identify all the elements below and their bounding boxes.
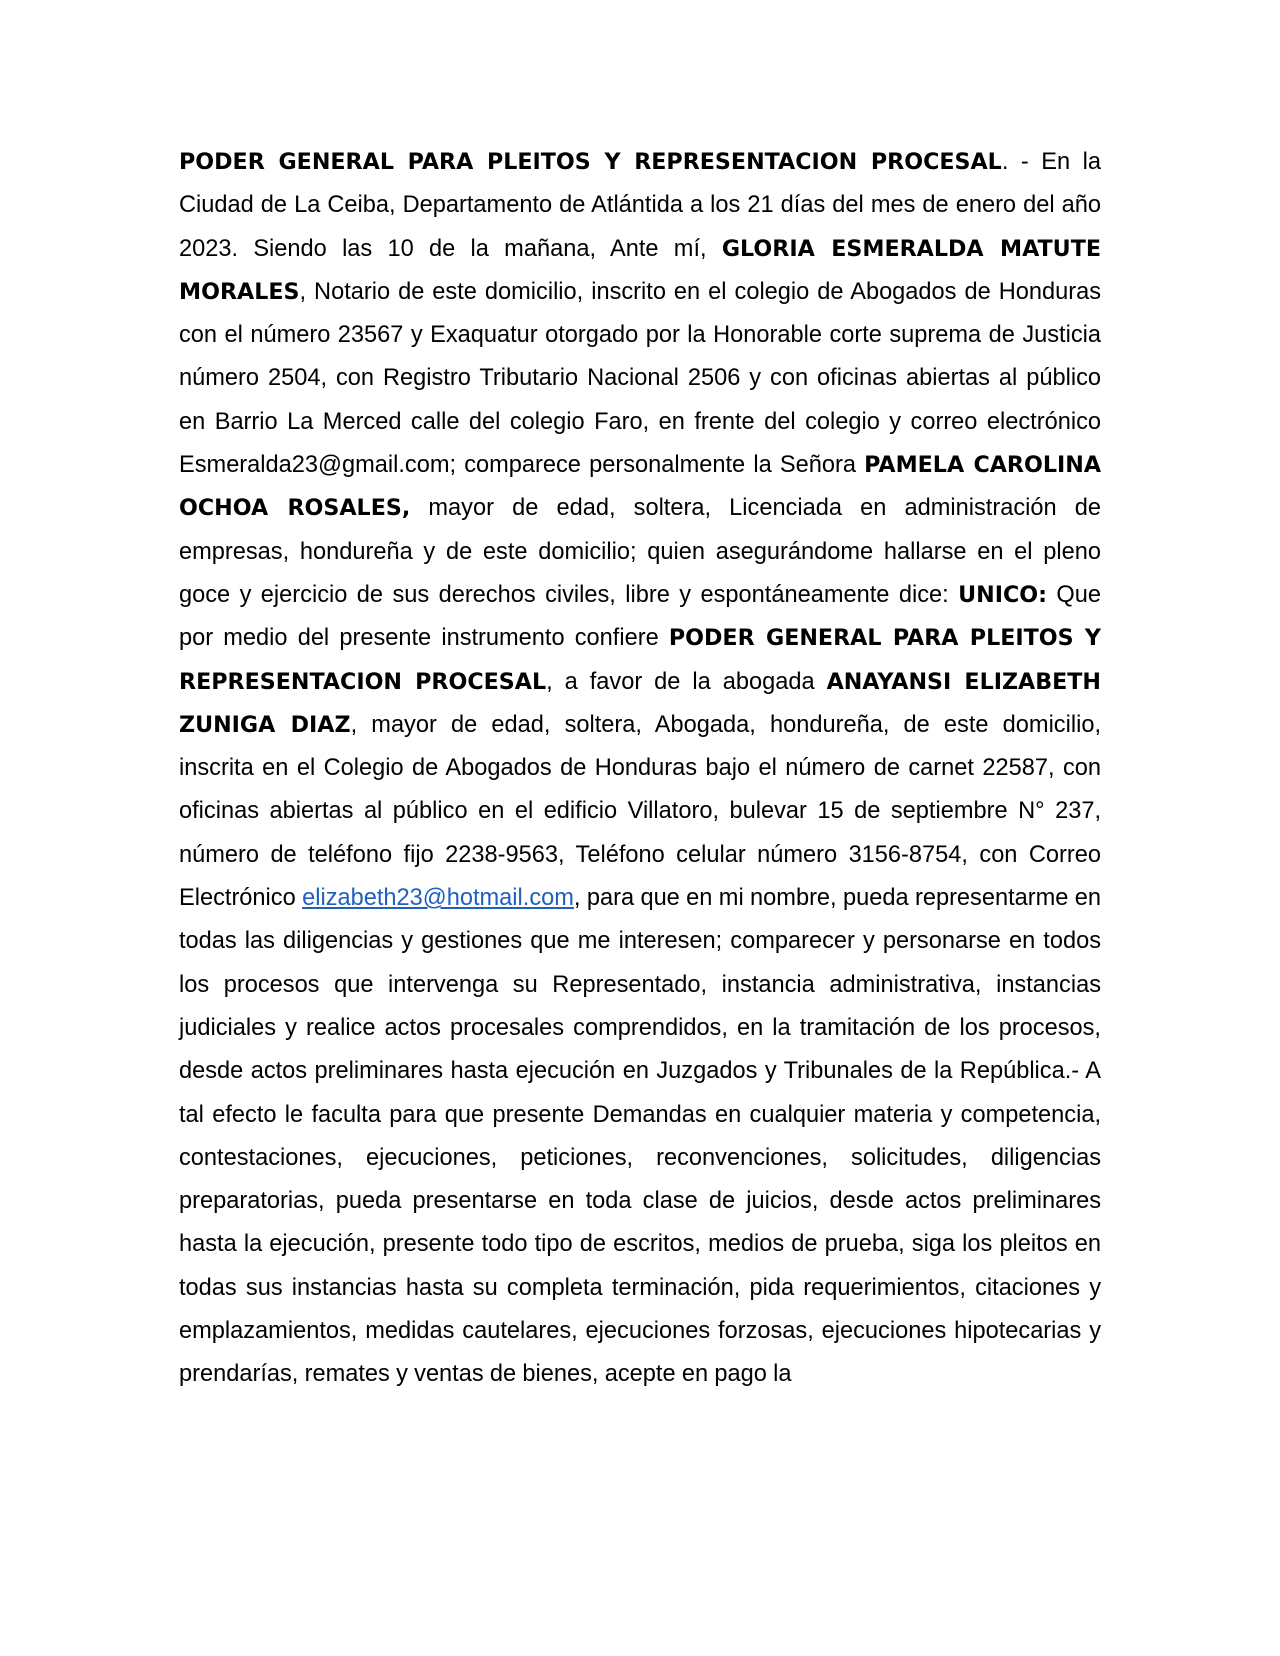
notary-name: GLORIA ESMERALDA MATUTE MORALES xyxy=(179,235,1101,305)
body-text-span: , Notario de este domicilio, inscrito en el colegio de Abogados de Honduras con el número 23567 y Exaquatur otorgado por la Honorable corte suprema de Justicia número 2504, con Registro Tributario Nacional 2506 y con oficinas abiertas al público en Barrio La Merced calle del colegio Faro, en frente del colegio y correo electrónico Esmeralda23@gmail.com; comparece personalmente la Señora xyxy=(179,278,1101,479)
body-text-span: , a favor de la abogada xyxy=(546,668,827,695)
body-text-span: , para que en mi nombre, pueda representarme en todas las diligencias y gestiones que me interesen; comparecer y personarse en todos los procesos que intervenga su Representado, instancia administrativa, instancias judiciales y realice actos procesales comprendidos, en la tramitación de los procesos, desde actos preliminares hasta ejecución en Juzgados y Tribunales de la República.- A tal efecto le faculta para que presente Demandas en cualquier materia y competencia, contestaciones, ejecuciones, peticiones, reconvenciones, solicitudes, diligencias preparatorias, pueda presentarse en toda clase de juicios, desde actos preliminares hasta la ejecución, presente todo tipo de escritos, medios de prueba, siga los pleitos en todas sus instancias hasta su completa terminación, pida requerimientos, citaciones y emplazamientos, medidas cautelares, ejecuciones forzosas, ejecuciones hipotecarias y prendarías, remates y ventas de bienes, acepte en pago la xyxy=(179,885,1102,1388)
body-text-span: . - En la Ciudad de La Ceiba, Departamento de Atlántida a los 21 días del mes de enero del año 2023. Siendo las 10 de la mañana, Ante mí, xyxy=(179,149,1101,262)
document-title: PODER GENERAL PARA PLEITOS Y REPRESENTACION PROCESAL xyxy=(179,149,1002,175)
document-body xyxy=(179,141,1101,1397)
attorney-email-link[interactable]: elizabeth23@hotmail.com xyxy=(302,885,574,912)
body-text-span: mayor de edad, soltera, Licenciada en administración de empresas, hondureña y de este domicilio; quien asegurándome hallarse en el pleno goce y ejercicio de sus derechos civiles, libre y espontáneamente dice: xyxy=(179,495,1101,608)
attorney-name: ANAYANSI ELIZABETH ZUNIGA DIAZ xyxy=(179,668,1101,738)
grantor-name: PAMELA CAROLINA OCHOA ROSALES, xyxy=(179,452,1101,522)
body-text-span: , mayor de edad, soltera, Abogada, hondureña, de este domicilio, inscrita en el Colegio de Abogados de Honduras bajo el número de carnet 22587, con oficinas abiertas al público en el edificio Villatoro, bulevar 15 de septiembre N° 237, número de teléfono fijo 2238-9563, Teléfono celular número 3156-8754, con Correo Electrónico xyxy=(179,711,1102,912)
body-text-span: Que por medio del presente instrumento confiere xyxy=(179,581,1101,652)
unico-label: UNICO: xyxy=(958,581,1047,608)
power-type-heading: PODER GENERAL PARA PLEITOS Y REPRESENTACION PROCESAL xyxy=(179,625,1101,695)
